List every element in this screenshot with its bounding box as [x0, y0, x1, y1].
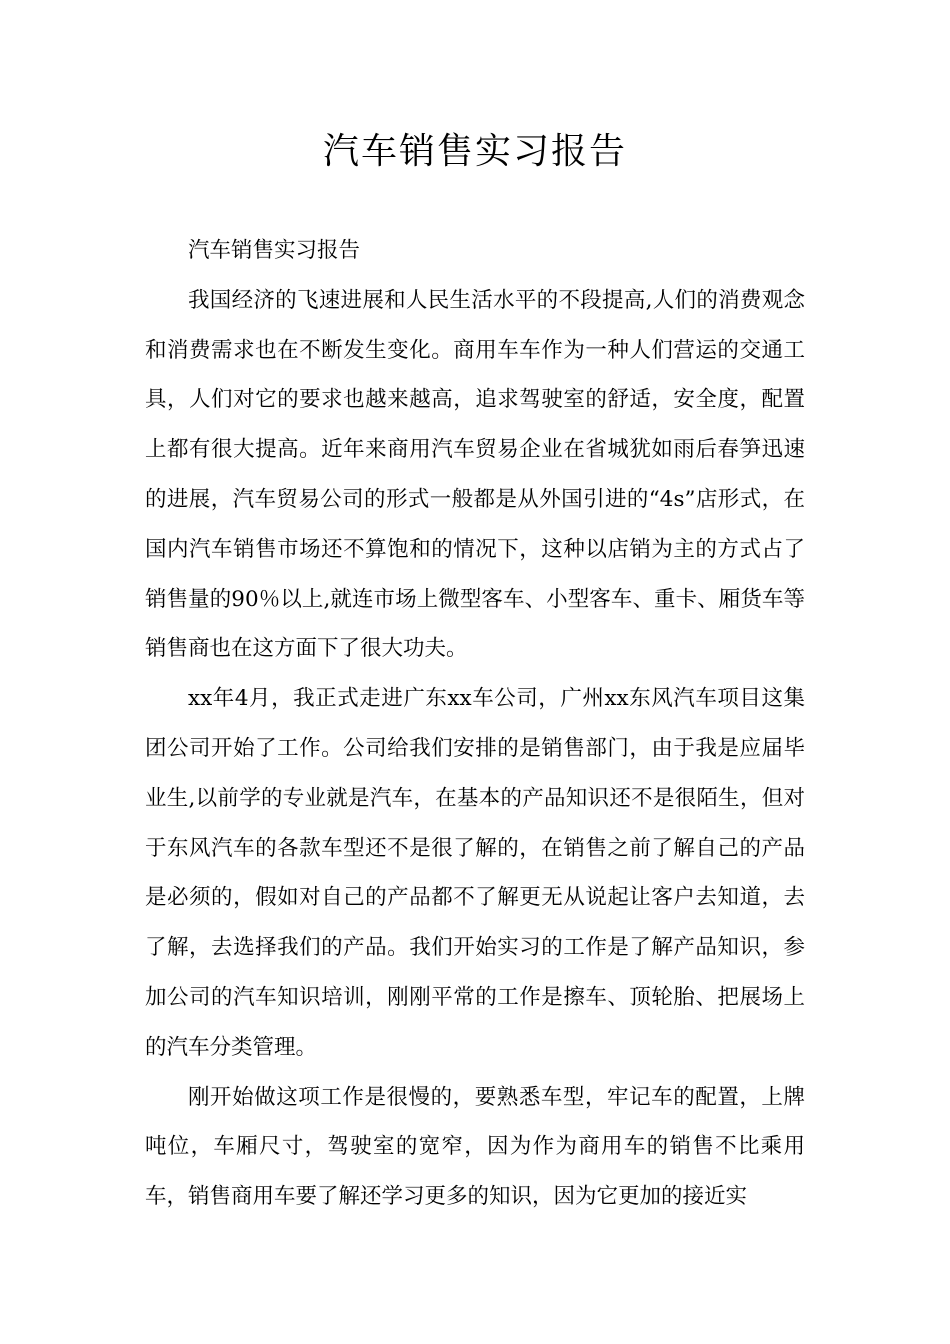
document-title: 汽车销售实习报告 [322, 131, 627, 172]
body-paragraph-1: 我国经济的飞速进展和人民生活水平的不段提高,人们的消费观念和消费需求也在不断发生变化。商用车车作为一种人们营运的交通工具，人们对它的要求也越来越高，追求驾驶室的舒适，安全度，配置上都有很大提高。近年来商用汽车贸易企业在省城犹如雨后春笋迅速的进展，汽车贸易公司的形式一般都是从外国引进的“4s”店形式，在国内汽车销售市场还不算饱和的情况下，这种以店销为主的方式占了销售量的90％以上,就连市场上微型客车、小型客车、重卡、厢货车等销售商也在这方面下了很大功夫。 [145, 287, 805, 662]
body-paragraph-3: 刚开始做这项工作是很慢的，要熟悉车型，牢记车的配置，上牌吨位，车厢尺寸，驾驶室的宽窄，因为作为商用车的销售不比乘用车，销售商用车要了解还学习更多的知识，因为它更加的接近实 [145, 1084, 805, 1210]
document-body [145, 226, 805, 1222]
body-paragraph-subtitle: 汽车销售实习报告 [188, 238, 361, 263]
body-paragraph-2: xx年4月，我正式走进广东xx车公司，广州xx东风汽车项目这集团公司开始了工作。公司给我们安排的是销售部门，由于我是应届毕业生,以前学的专业就是汽车，在基本的产品知识还不是很陌生，但对于东风汽车的各款车型还不是很了解的，在销售之前了解自己的产品是必须的，假如对自己的产品都不了解更无从说起让客户去知道，去了解，去选择我们的产品。我们开始实习的工作是了解产品知识，参加公司的汽车知识培训，刚刚平常的工作是擦车、顶轮胎、把展场上的汽车分类管理。 [145, 686, 805, 1060]
